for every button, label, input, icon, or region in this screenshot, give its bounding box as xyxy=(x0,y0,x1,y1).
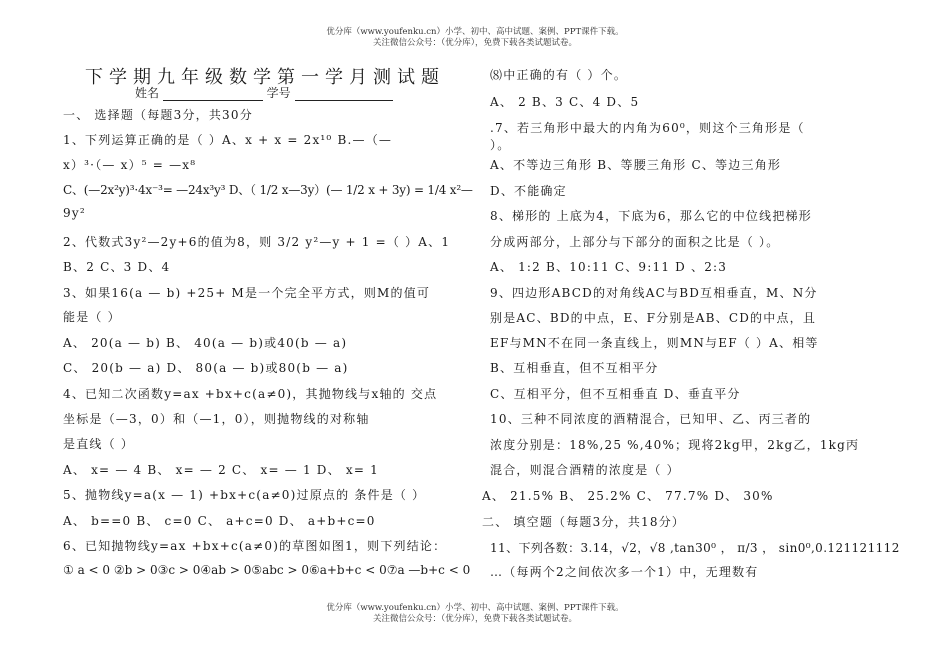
right-line: 10、三种不同浓度的酒精混合，已知甲、乙、丙三者的 xyxy=(490,412,812,426)
header-line-2: 关注微信公众号：（优分库），免费下载各类试题试卷。 xyxy=(372,38,577,48)
left-line: A、 b==0 B、 c=0 C、 a+c=0 D、 a+b+c=0 xyxy=(63,514,376,528)
right-line: C、互相平分，但不互相垂直 D、垂直平分 xyxy=(490,387,741,401)
header-line-1: 优分库（www.youfenku.cn）小学、初中、高中试题、案例、PPT课件下载。 xyxy=(326,27,624,37)
right-line: ）。 xyxy=(490,138,511,152)
right-line: B、互相垂直，但不互相平分 xyxy=(490,361,659,375)
right-line: …（每两个2之间依次多一个1）中，无理数有 xyxy=(490,565,759,579)
left-line: 能是（ ） xyxy=(63,310,121,324)
right-line: A、不等边三角形 B、等腰三角形 C、等边三角形 xyxy=(490,158,782,172)
right-line: 9、四边形ABCD的对角线AC与BD互相垂直，M、N分 xyxy=(490,286,818,300)
left-line: ① a < 0 ②b > 0③c > 0④ab > 0⑤abc > 0⑥a+b+c < 0⑦a —b+c < 0 xyxy=(63,563,471,577)
name-blank[interactable] xyxy=(163,88,263,101)
left-line: 坐标是（—3，0）和（—1，0），则抛物线的对称轴 xyxy=(63,412,370,426)
left-line: 4、已知二次函数y=ax +bx+c(a≠0)，其抛物线与x轴的 交点 xyxy=(63,387,438,401)
left-line: A、 20(a — b) B、 40(a — b)或40(b — a) xyxy=(63,336,348,350)
left-line: C、 20(b — a) D、 80(a — b)或80(b — a) xyxy=(63,361,349,375)
footer-line-2: 关注微信公众号：（优分库），免费下载各类试题试卷。 xyxy=(372,614,577,624)
right-line: 8、梯形的 上底为4，下底为6，那么它的中位线把梯形 xyxy=(490,209,812,223)
right-line: .7、若三角形中最大的内角为60⁰，则这个三角形是（ xyxy=(490,121,805,135)
page-title: 下学期九年级数学第一学月测试题 xyxy=(85,67,445,88)
id-label: 学号 xyxy=(266,86,291,100)
left-line: 一、 选择题（每题3分，共30分 xyxy=(63,108,253,122)
right-line: 混合，则混合酒精的浓度是（ ） xyxy=(490,463,680,477)
left-line: 是直线（ ） xyxy=(63,437,135,451)
right-line: 11、下列各数：3.14，√2，√8 ,tan30⁰ ， π/3 ， sin0⁰,0.121121112 xyxy=(490,541,900,555)
left-line: 5、抛物线y=a(x — 1) +bx+c(a≠0)过原点的 条件是（ ） xyxy=(63,488,426,502)
right-line: A、 1:2 B、10:11 C、9:11 D 、2:3 xyxy=(490,260,728,274)
right-line: EF与MN不在同一条直线上，则MN与EF（ ）A、相等 xyxy=(490,336,819,350)
left-line: C、(—2x²y)³·4x⁻³= —24x³y³ D、（ 1/2 x—3y）(— 1/2 x + 3y) = 1/4 x²— xyxy=(63,183,473,197)
left-line: 2、代数式3y²—2y+6的值为8，则 3/2 y²—y + 1 =（ ）A、1 xyxy=(63,235,451,249)
student-info-line xyxy=(135,84,393,101)
right-line: 二、 填空题（每题3分，共18分） xyxy=(482,515,686,529)
left-line: 6、已知抛物线y=ax +bx+c(a≠0)的草图如图1，则下列结论： xyxy=(63,539,447,553)
left-line: 9y² xyxy=(63,206,86,220)
left-line: 3、如果16(a — b) +25+ M是一个完全平方式，则M的值可 xyxy=(63,286,431,300)
left-line: 1、下列运算正确的是（ ）A、x + x = 2x¹⁰ B.—（— xyxy=(63,133,393,147)
left-line: x）³·（— x）⁵ = —x⁸ xyxy=(63,158,197,172)
name-label: 姓名 xyxy=(135,86,160,100)
page-footer xyxy=(0,603,950,625)
id-blank[interactable] xyxy=(295,88,393,101)
right-line: A、 21.5% B、 25.2% C、 77.7% D、 30% xyxy=(482,489,774,503)
right-line: D、不能确定 xyxy=(490,184,567,198)
right-line: ⑻中正确的有（ ）个。 xyxy=(490,68,628,82)
left-line: A、 x= — 4 B、 x= — 2 C、 x= — 1 D、 x= 1 xyxy=(63,463,379,477)
right-line: A、 2 B、3 C、4 D、5 xyxy=(490,95,640,109)
footer-line-1: 优分库（www.youfenku.cn）小学、初中、高中试题、案例、PPT课件下载。 xyxy=(326,603,624,613)
right-line: 浓度分别是：18%,25 %,40%；现将2kg甲，2kg乙，1kg丙 xyxy=(490,438,860,452)
right-line: 别是AC、BD的中点，E、F分别是AB、CD的中点，且 xyxy=(490,311,817,325)
right-line: 分成两部分，上部分与下部分的面积之比是（ ）。 xyxy=(490,235,780,249)
page-header xyxy=(0,27,950,49)
left-line: B、2 C、3 D、4 xyxy=(63,260,171,274)
